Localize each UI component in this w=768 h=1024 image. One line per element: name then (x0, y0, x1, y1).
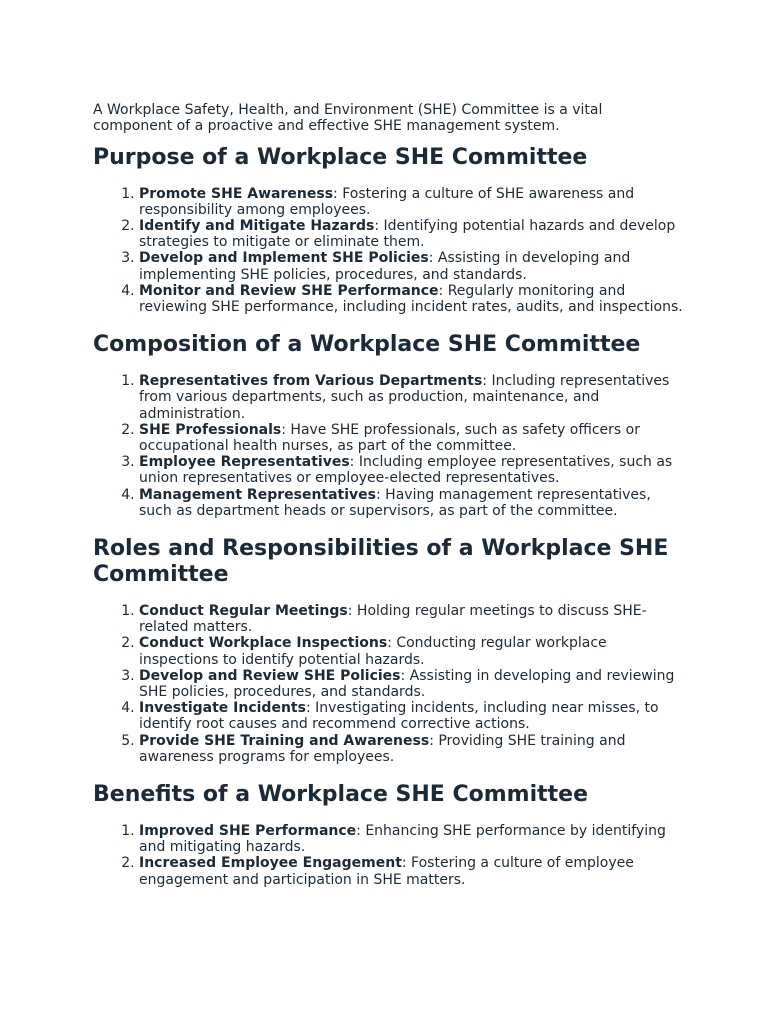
item-term: Identify and Mitigate Hazards (139, 218, 375, 234)
item-term: Management Representatives (139, 486, 377, 503)
item-term: Conduct Regular Meetings (139, 603, 348, 620)
list-roles (93, 603, 686, 765)
list-item (139, 283, 686, 315)
list-item (139, 250, 686, 282)
item-term: Promote SHE Awareness (139, 185, 334, 202)
item-term: Conduct Workplace Inspections (139, 635, 388, 652)
list-purpose (93, 186, 686, 316)
section-heading-roles: Roles and Responsibilities of a Workplace SHE Committee (93, 536, 669, 588)
item-desc: : Regularly monitoring and reviewing SHE performance, including incident rates, audits, and inspections. (139, 282, 683, 316)
item-term: Develop and Implement SHE Policies (139, 250, 429, 267)
section-heading-benefits: Benefits of a Workplace SHE Committee (93, 782, 588, 808)
item-desc: : Having management representatives, such as department heads or supervisors, as part of the committee. (139, 486, 651, 519)
list-item (139, 186, 686, 218)
item-desc: : Providing SHE training and awareness programs for employees. (139, 732, 626, 765)
item-term: Develop and Review SHE Policies (139, 667, 401, 684)
item-term: SHE Professionals (139, 421, 282, 438)
item-desc: : Enhancing SHE performance by identifying and mitigating hazards. (139, 823, 666, 856)
item-term: Employee Representatives (139, 454, 350, 471)
list-item (139, 823, 686, 855)
section-heading-composition: Composition of a Workplace SHE Committee (93, 332, 641, 358)
item-desc: : Assisting in developing and implementing SHE policies, procedures, and standards. (139, 250, 631, 283)
item-term: Monitor and Review SHE Performance (139, 282, 439, 299)
item-desc: : Assisting in developing and reviewing SHE policies, procedures, and standards. (139, 667, 675, 701)
item-desc: : Fostering a culture of SHE awareness and responsibility among employees. (139, 185, 635, 218)
list-item (139, 422, 686, 454)
list-item (139, 668, 686, 700)
intro-paragraph: A Workplace Safety, Health, and Environment (SHE) Committee is a vital component of a proactive and effective SHE management system. (93, 102, 603, 135)
item-desc: : Fostering a culture of employee engagement and participation in SHE matters. (139, 855, 634, 888)
item-term: Investigate Incidents (139, 700, 306, 717)
item-desc: : Holding regular meetings to discuss SHE-related matters. (139, 603, 647, 636)
item-term: Provide SHE Training and Awareness (139, 732, 430, 749)
item-desc: : Conducting regular workplace inspections to identify potential hazards. (139, 635, 607, 668)
list-item (139, 700, 686, 732)
section-heading-purpose: Purpose of a Workplace SHE Committee (93, 144, 588, 170)
list-item (139, 603, 686, 635)
list-benefits (93, 823, 686, 888)
list-item (139, 218, 686, 250)
list-item (139, 733, 686, 765)
list-item (139, 635, 686, 667)
item-term: Improved SHE Performance (139, 823, 357, 840)
item-term: Increased Employee Engagement (139, 855, 402, 872)
item-desc: : Have SHE professionals, such as safety officers or occupational health nurses, as part of the committee. (139, 421, 640, 455)
item-desc: : Including employee representatives, such as union representatives or employee-elected representatives. (139, 454, 673, 487)
list-item (139, 855, 686, 887)
list-item (139, 454, 686, 486)
item-term: Representatives from Various Departments (139, 373, 483, 390)
list-composition (93, 373, 686, 519)
item-desc: : Including representatives from various departments, such as production, maintenance, and administration. (139, 373, 670, 422)
item-desc: : Investigating incidents, including near misses, to identify root causes and recommend corrective actions. (139, 700, 659, 733)
list-item (139, 373, 686, 422)
item-desc: : Identifying potential hazards and develop strategies to mitigate or eliminate them. (139, 218, 676, 251)
list-item (139, 487, 686, 519)
